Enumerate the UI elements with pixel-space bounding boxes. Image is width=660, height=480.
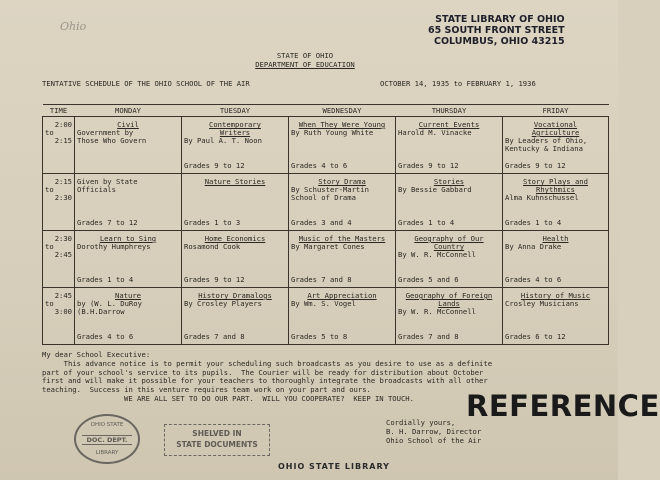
program-title: Geography of Foreign <box>405 291 493 300</box>
table-header-row <box>43 105 609 117</box>
shelved-stamp <box>164 424 270 456</box>
letter-salutation: My dear School Executive: <box>42 350 151 359</box>
program-grades: Grades 7 and 8 <box>398 332 459 341</box>
time-text: to <box>45 128 54 137</box>
time-text: 2:45 <box>54 250 72 259</box>
column-header: TIME <box>43 105 75 117</box>
program-grades: Grades 7 to 12 <box>77 218 138 227</box>
time-cell <box>43 288 75 345</box>
program-detail: Alma Kuhnschussel <box>505 193 579 202</box>
program-grades: Grades 9 to 12 <box>184 275 245 284</box>
program-detail: By Ruth Young White <box>291 128 374 137</box>
doc-dept-stamp <box>74 414 140 464</box>
program-detail: Those Who Govern <box>77 136 147 145</box>
program-cell <box>289 117 396 174</box>
time-text: 2:15 <box>54 136 72 145</box>
program-detail: By Schuster-Martin <box>291 185 369 194</box>
program-title: Nature <box>115 291 141 300</box>
program-cell <box>182 288 289 345</box>
program-detail: Lands <box>438 299 460 308</box>
time-text: 2:00 <box>54 120 72 129</box>
program-detail: Rosamond Cook <box>184 242 241 251</box>
state-heading: STATE OF OHIO <box>276 51 334 60</box>
program-grades: Grades 4 to 6 <box>77 332 134 341</box>
program-grades: Grades 3 and 4 <box>291 218 352 227</box>
program-grades: Grades 1 to 4 <box>398 218 455 227</box>
program-grades: Grades 7 and 8 <box>291 275 352 284</box>
time-text: 2:45 <box>54 291 72 300</box>
schedule-table <box>42 104 609 345</box>
program-detail: (B.H.Darrow <box>77 307 125 316</box>
program-detail: Rhythmics <box>536 185 575 194</box>
program-title: History Dramalogs <box>198 291 272 300</box>
program-detail: Country <box>433 242 465 251</box>
program-cell <box>396 117 503 174</box>
library-stamp-line: STATE LIBRARY OF OHIO <box>435 14 565 25</box>
footer-stamp: OHIO STATE LIBRARY <box>278 462 390 471</box>
program-detail: Kentucky & Indiana <box>505 144 583 153</box>
library-address-stamp <box>428 14 565 47</box>
program-grades: Grades 7 and 8 <box>184 332 245 341</box>
program-grades: Grades 4 to 6 <box>291 161 348 170</box>
program-detail: School of Drama <box>291 193 356 202</box>
column-header: WEDNESDAY <box>289 105 396 117</box>
program-detail: By Bessie Gabbard <box>398 185 472 194</box>
table-row <box>43 117 609 174</box>
time-cell <box>43 231 75 288</box>
program-title: History of Music <box>520 291 591 300</box>
letter-line: part of your school's service to its pupils. The Courier will be ready for distribution about October <box>42 367 484 377</box>
time-text: 2:15 <box>54 177 72 186</box>
program-detail: Harold M. Vinacke <box>398 128 472 137</box>
library-stamp-line: COLUMBUS, OHIO 43215 <box>433 36 565 47</box>
program-cell <box>503 174 609 231</box>
time-text: 2:30 <box>54 234 72 243</box>
oval-stamp-mid: DOC. DEPT. <box>82 435 132 445</box>
program-cell <box>75 231 182 288</box>
program-detail: By W. R. McConnell <box>398 250 476 259</box>
program-detail: By Crosley Players <box>184 299 262 308</box>
program-grades: Grades 6 to 12 <box>505 332 566 341</box>
program-title: Art Appreciation <box>307 291 377 300</box>
program-cell <box>75 117 182 174</box>
time-cell <box>43 174 75 231</box>
program-grades: Grades 5 and 6 <box>398 275 459 284</box>
program-cell <box>182 231 289 288</box>
program-title: Music of the Masters <box>298 234 386 243</box>
program-title: Nature Stories <box>204 177 266 186</box>
program-grades: Grades 5 to 8 <box>291 332 348 341</box>
program-detail: By W. R. McConnell <box>398 307 476 316</box>
letter-emphasis: WE ARE ALL SET TO DO OUR PART. WILL YOU COOPERATE? KEEP IN TOUCH. <box>124 393 414 403</box>
program-cell <box>75 288 182 345</box>
program-cell <box>503 288 609 345</box>
program-title: Contemporary <box>209 120 261 129</box>
program-detail: By Paul A. T. Noon <box>184 136 262 145</box>
program-detail: Crosley Musicians <box>505 299 579 308</box>
program-cell <box>75 174 182 231</box>
program-cell <box>396 288 503 345</box>
program-title: Stories <box>433 177 465 186</box>
time-text: 3:00 <box>54 307 72 316</box>
oval-stamp-bottom: LIBRARY <box>95 450 119 456</box>
program-cell <box>503 231 609 288</box>
program-title: Current Events <box>418 120 480 129</box>
program-title: Health <box>542 234 569 243</box>
time-text: to <box>45 242 54 251</box>
program-title: Geography of Our <box>414 234 484 243</box>
program-detail: By Margaret Cones <box>291 242 365 251</box>
program-grades: Grades 9 to 12 <box>184 161 245 170</box>
program-cell <box>396 231 503 288</box>
program-cell <box>182 174 289 231</box>
program-detail: Government by <box>77 128 134 137</box>
program-detail: Agriculture <box>531 128 580 137</box>
program-grades: Grades 9 to 12 <box>398 161 459 170</box>
program-detail: by (W. L. DuRoy <box>77 299 142 308</box>
program-title: When They Were Young <box>298 120 386 129</box>
program-title: Story Plays and <box>523 177 588 186</box>
table-row <box>43 288 609 345</box>
signature-line: Cordially yours, <box>386 418 456 427</box>
program-cell <box>182 117 289 174</box>
letter-line: This advance notice is to permit your scheduling such broadcasts as you desire to use as a definite <box>42 358 493 368</box>
program-detail: By Anna Drake <box>505 242 562 251</box>
program-grades: Grades 9 to 12 <box>505 161 566 170</box>
program-title: Home Economics <box>204 234 266 243</box>
program-cell <box>396 174 503 231</box>
letter-line: teaching. Success in this venture requires team work on your part and ours. <box>42 385 371 395</box>
time-cell <box>43 117 75 174</box>
column-header: FRIDAY <box>503 105 609 117</box>
schedule-dates: OCTOBER 14, 1935 to FEBRUARY 1, 1936 <box>380 79 536 88</box>
program-title: Learn to Sing <box>99 234 157 243</box>
program-title: Vocational <box>533 120 578 129</box>
program-grades: Grades 1 to 3 <box>184 218 241 227</box>
time-text: to <box>45 185 54 194</box>
program-grades: Grades 4 to 6 <box>505 275 562 284</box>
schedule-title: TENTATIVE SCHEDULE OF THE OHIO SCHOOL OF THE AIR <box>42 79 250 88</box>
table-row <box>43 174 609 231</box>
program-cell <box>289 231 396 288</box>
program-cell <box>289 174 396 231</box>
program-detail: Writers <box>219 128 251 137</box>
program-detail: Given by State <box>77 177 138 186</box>
program-cell <box>289 288 396 345</box>
signature-line: Ohio School of the Air <box>386 436 482 445</box>
department-heading: DEPARTMENT OF EDUCATION <box>255 60 355 69</box>
time-text: to <box>45 299 54 308</box>
oval-stamp-top: OHIO STATE <box>90 422 124 428</box>
program-cell <box>503 117 609 174</box>
program-title: Civil <box>117 120 139 129</box>
signature-line: B. H. Darrow, Director <box>386 427 482 436</box>
program-grades: Grades 1 to 4 <box>505 218 562 227</box>
table-row <box>43 231 609 288</box>
column-header: MONDAY <box>75 105 182 117</box>
time-text: 2:30 <box>54 193 72 202</box>
shelved-line: STATE DOCUMENTS <box>176 440 258 449</box>
program-grades: Grades 1 to 4 <box>77 275 134 284</box>
letter-line: first and will make it possible for your teachers to thoroughly integrate the broadcasts with all other <box>42 376 488 386</box>
program-detail: By Wm. S. Vogel <box>291 299 356 308</box>
shelved-line: SHELVED IN <box>192 429 242 438</box>
program-detail: Dorothy Humphreys <box>77 242 151 251</box>
column-header: TUESDAY <box>182 105 289 117</box>
column-header: THURSDAY <box>396 105 503 117</box>
reference-stamp: REFERENCE <box>466 389 660 423</box>
program-detail: By Leaders of Ohio, <box>505 136 588 145</box>
program-title: Story Drama <box>318 177 366 186</box>
pencil-note: Ohio <box>60 20 87 33</box>
library-stamp-line: 65 SOUTH FRONT STREET <box>428 25 565 36</box>
program-detail: Officials <box>77 185 116 194</box>
